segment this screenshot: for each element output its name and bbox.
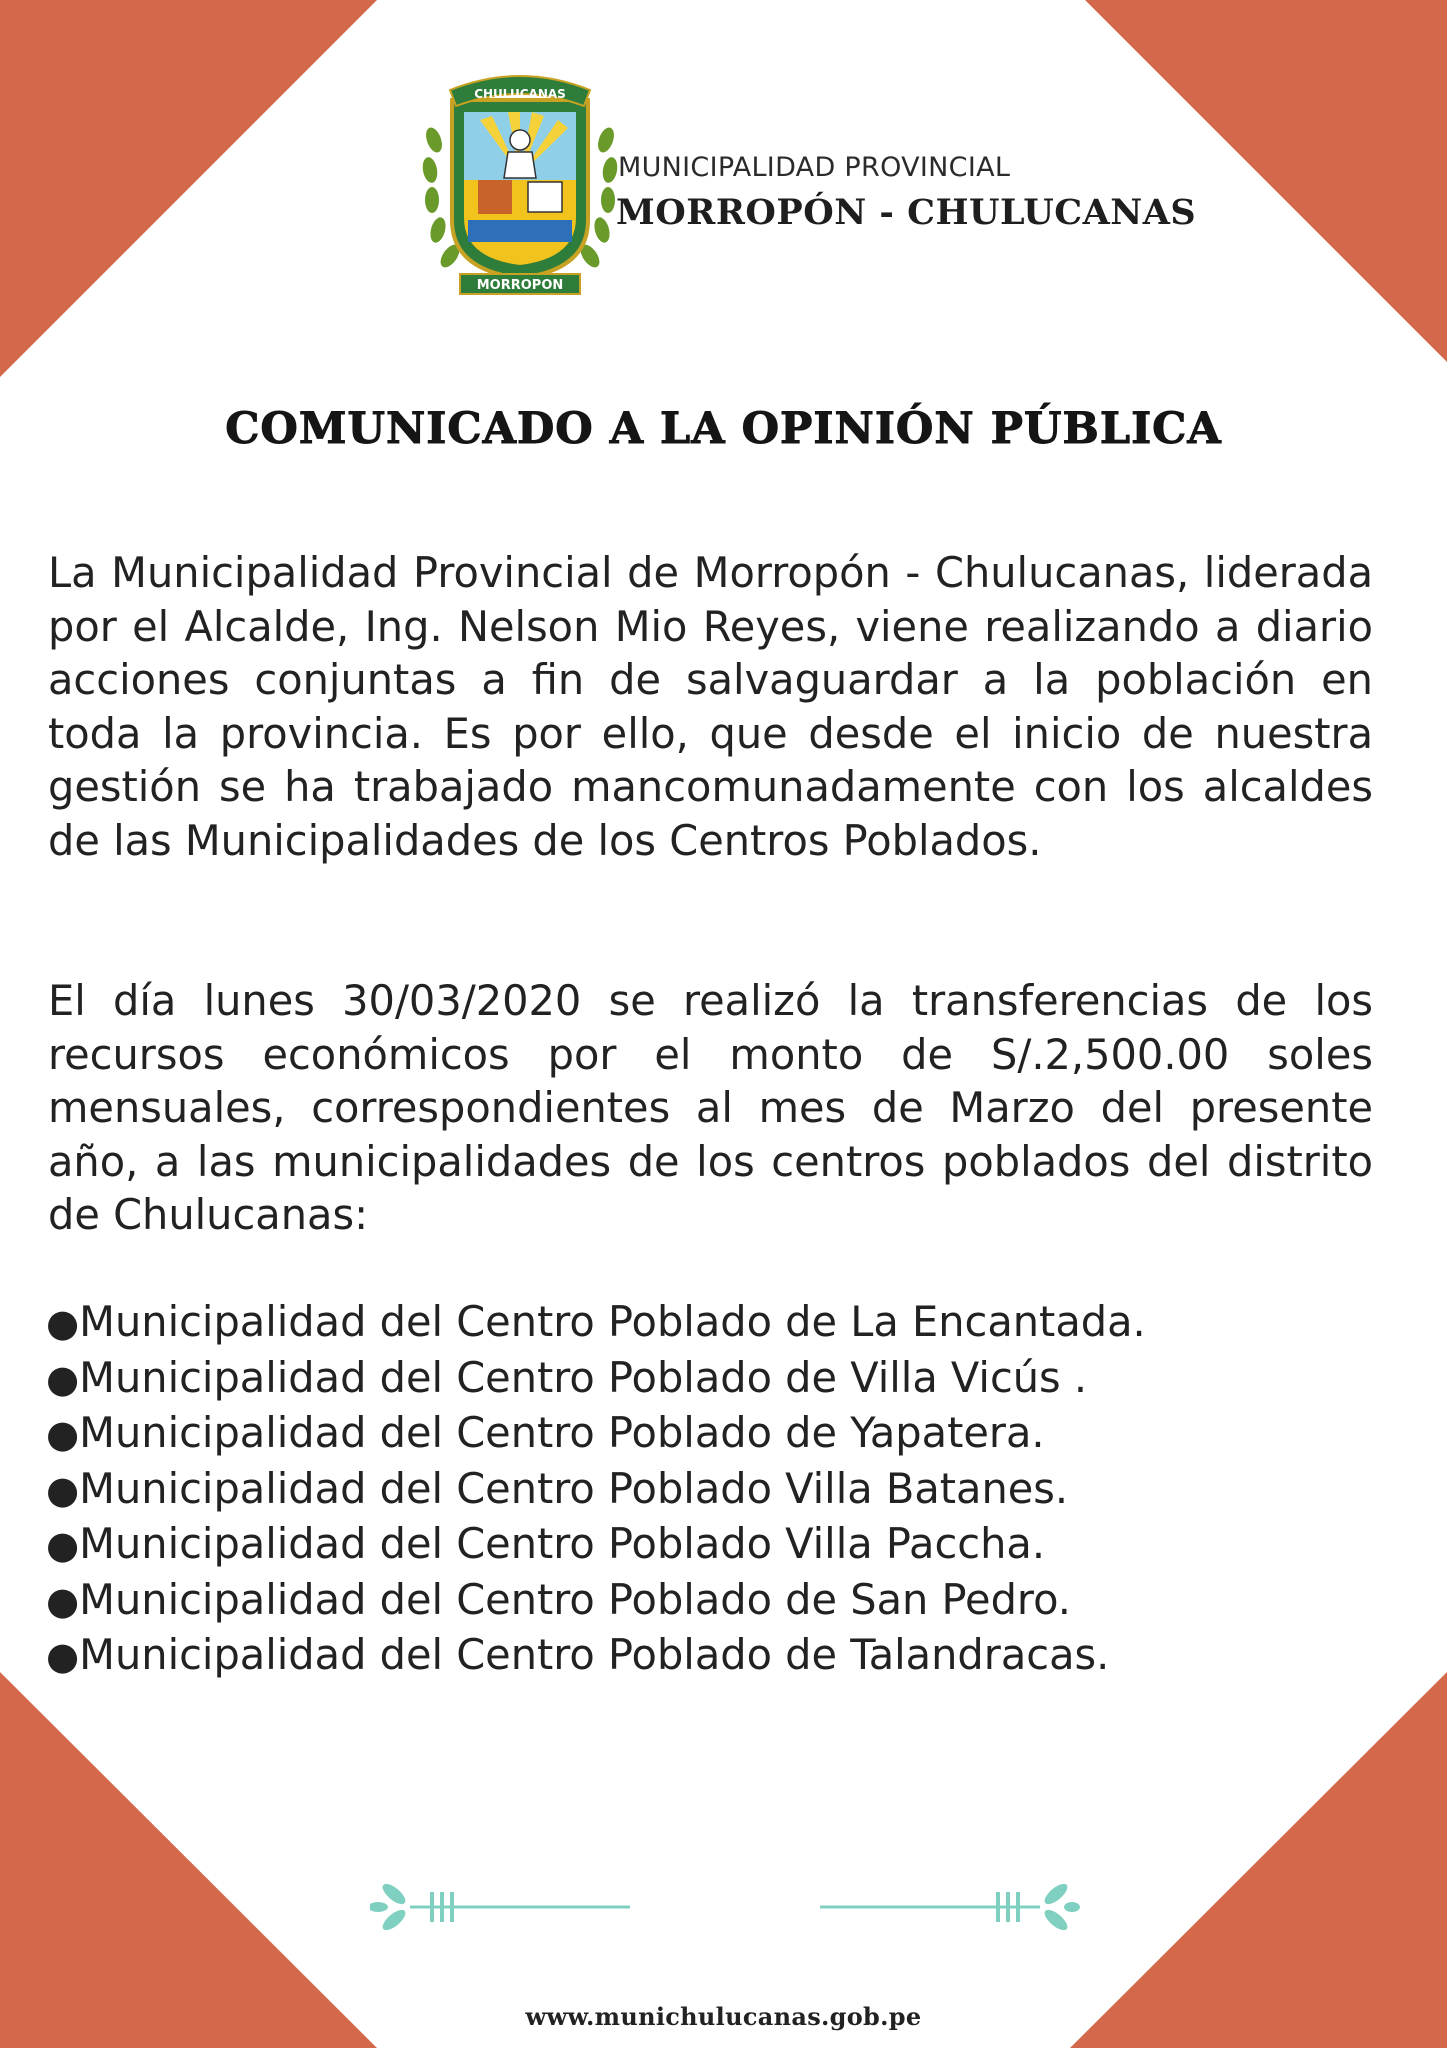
list-item: [46, 1295, 1146, 1351]
list-item-text: Municipalidad del Centro Poblado de San Pedro.: [79, 1574, 1071, 1624]
ornament-right-arrow-icon: [810, 1872, 1080, 1942]
list-item-text: Municipalidad del Centro Poblado Villa Batanes.: [79, 1463, 1069, 1513]
centers-list: [46, 1295, 1146, 1684]
figure-body-icon: [504, 152, 536, 178]
header: [420, 70, 1197, 300]
bullet-icon: ●: [46, 1356, 80, 1401]
list-item-text: Municipalidad del Centro Poblado Villa Paccha.: [79, 1519, 1046, 1568]
list-item: [46, 1628, 1146, 1684]
list-item-text: Municipalidad del Centro Poblado de Yapatera.: [79, 1408, 1045, 1457]
ornament-left-arrow-icon: [370, 1872, 640, 1942]
list-item: [46, 1462, 1146, 1518]
footer-website-url: www.munichulucanas.gob.pe: [525, 2002, 922, 2031]
bullet-icon: ●: [46, 1467, 80, 1512]
house-icon: [528, 182, 562, 212]
figure-head-icon: [510, 130, 530, 150]
list-item-text: Municipalidad del Centro Poblado de Villa Vicús .: [79, 1352, 1088, 1402]
page-title: COMUNICADO A LA OPINIÓN PÚBLICA: [225, 404, 1222, 454]
water-icon: [468, 220, 572, 242]
paragraph-2: El día lunes 30/03/2020 se realizó la transferencias de los recursos económicos por el monto de S/.2,500.00 soles mensuales, correspondientes al mes de Marzo del presente año, a las municipalidades de los centros poblados del distrito de Chulucanas:: [48, 976, 1373, 1239]
coat-of-arms-logo: [420, 70, 620, 300]
pottery-icon: [478, 180, 512, 214]
corner-triangle-top-left: [0, 0, 377, 377]
bullet-icon: ●: [46, 1634, 80, 1678]
bullet-icon: ●: [46, 1523, 80, 1567]
list-item: [46, 1406, 1146, 1462]
list-item: [46, 1517, 1146, 1573]
list-item: [46, 1573, 1146, 1629]
paragraph-1: La Municipalidad Provincial de Morropón - Chulucanas, liderada por el Alcalde, Ing. Nelson Mio Reyes, viene realizando a diario acciones conjuntas a fin de salvaguardar a la población en toda la provincia. Es por ello, que desde el inicio de nuestra gestión se ha trabajado mancomunadamente con los alcaldes de las Municipalidades de los Centros Poblados.: [48, 548, 1373, 865]
bullet-icon: ●: [46, 1578, 80, 1623]
bullet-icon: ●: [46, 1412, 80, 1456]
list-item: [46, 1351, 1146, 1407]
list-item-text: Municipalidad del Centro Poblado de Talandracas.: [79, 1630, 1110, 1679]
logo-bottom-ribbon-text: MORROPON: [476, 278, 564, 293]
bullet-icon: ●: [46, 1301, 80, 1345]
logo-top-ribbon-text: CHULUCANAS: [474, 87, 566, 101]
org-name-line2: MORROPÓN - CHULUCANAS: [616, 192, 1197, 233]
corner-triangle-bottom-left: [0, 1672, 377, 2048]
org-name-line1: MUNICIPALIDAD PROVINCIAL: [618, 152, 1011, 183]
corner-triangle-bottom-right: [1070, 1672, 1447, 2048]
list-item-text: Municipalidad del Centro Poblado de La Encantada.: [79, 1297, 1146, 1346]
